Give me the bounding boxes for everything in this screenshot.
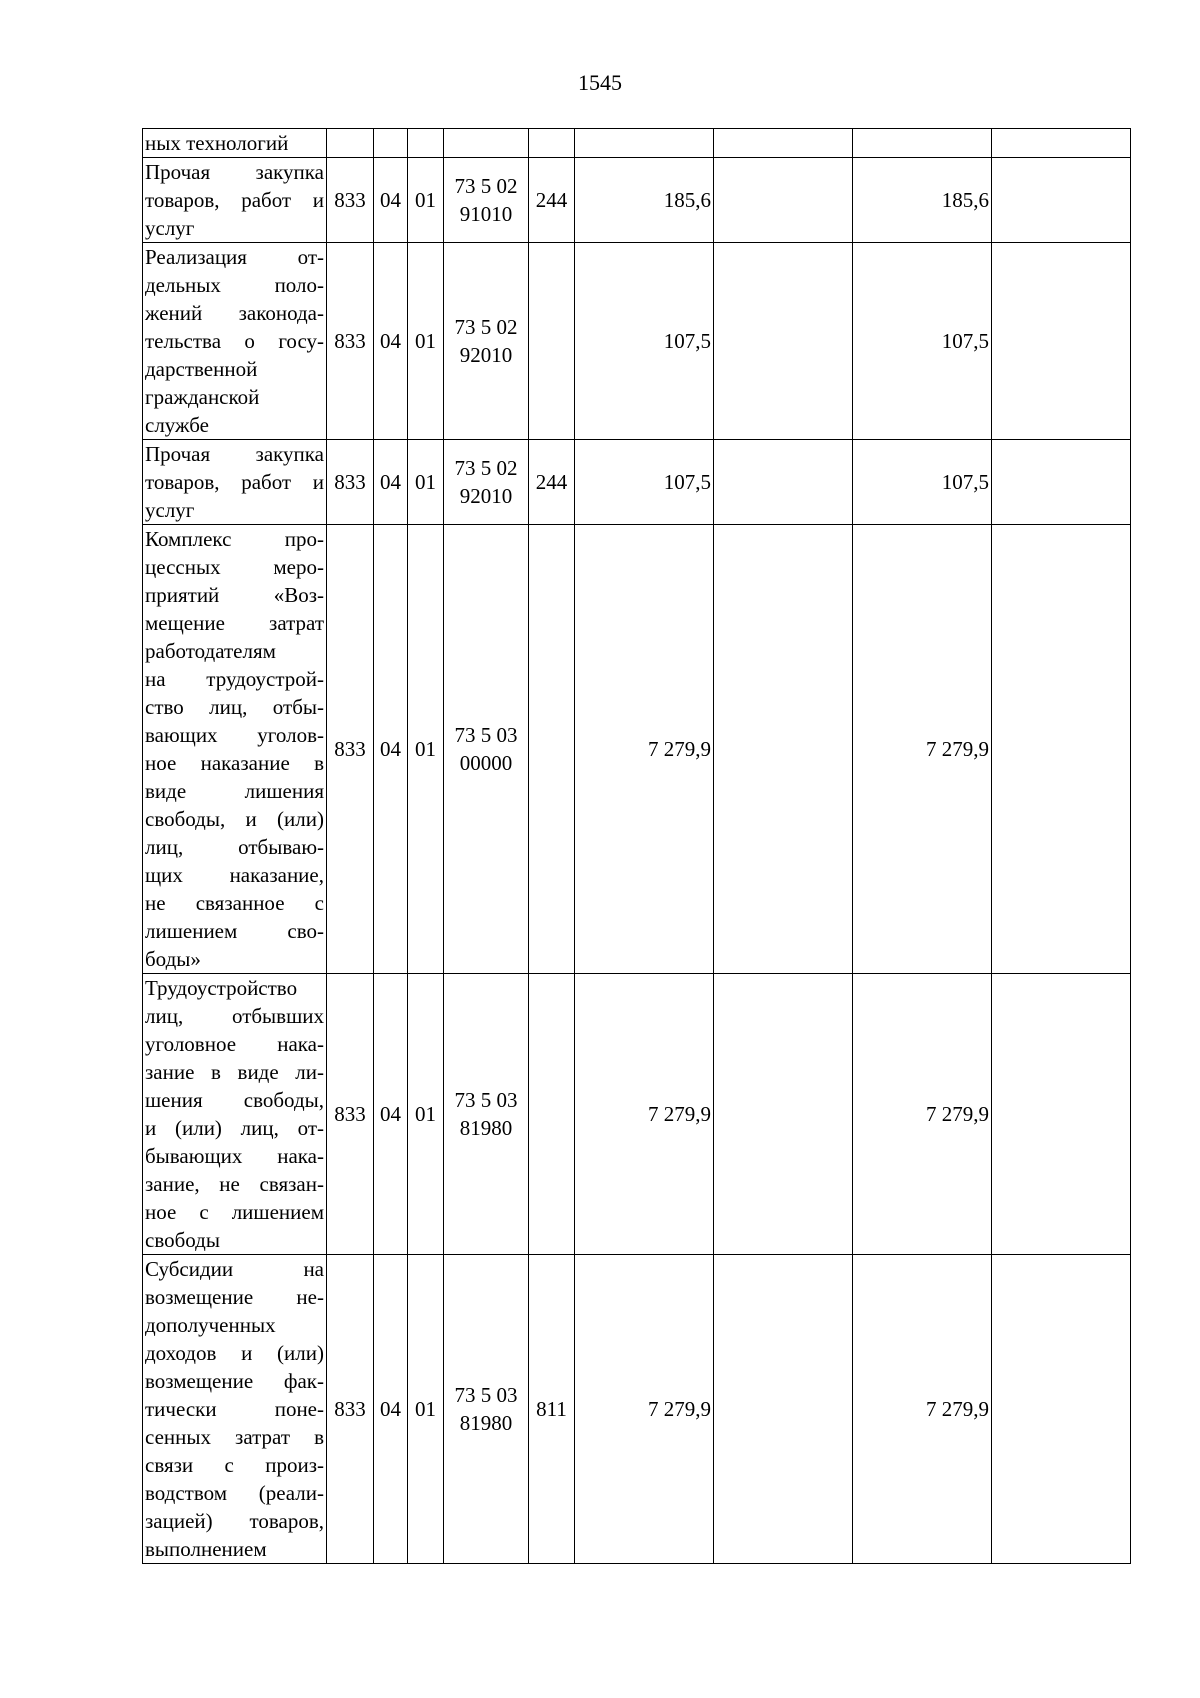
expense-type-cell: 244: [529, 158, 575, 243]
item-name-line: товаров, работ и: [145, 188, 324, 212]
subsection-code-cell: 01: [408, 525, 444, 974]
item-name-line: Прочая закупка: [145, 160, 324, 184]
amount-cell: [714, 440, 853, 525]
target-article-cell: [444, 440, 529, 525]
target-article-line: 92010: [459, 484, 513, 508]
item-name-line: доходов и (или): [145, 1341, 324, 1365]
item-name-line: и (или) лиц, от-: [145, 1116, 324, 1140]
item-name-line: зание, не связан-: [145, 1172, 324, 1196]
target-article-line: 00000: [459, 751, 513, 775]
target-article-cell: [444, 974, 529, 1255]
item-name-line: службе: [145, 413, 209, 437]
ministry-code-cell: 833: [327, 525, 374, 974]
amount-cell: 7 279,9: [575, 974, 714, 1255]
target-article-cell: [444, 243, 529, 440]
item-name-line: дополученных: [145, 1313, 276, 1337]
ministry-code-cell: 833: [327, 1255, 374, 1564]
amount-cell: 107,5: [575, 243, 714, 440]
item-name-line: Комплекс про-: [145, 527, 324, 551]
ministry-code-cell: 833: [327, 974, 374, 1255]
table-row: [143, 440, 1131, 525]
item-name-line: возмещение не-: [145, 1285, 324, 1309]
item-name-line: цессных меро-: [145, 555, 324, 579]
amount-cell: [992, 440, 1131, 525]
item-name-line: связи с произ-: [145, 1453, 324, 1477]
item-name-line: лиц, отбывших: [145, 1004, 324, 1028]
item-name-line: услуг: [145, 498, 195, 522]
amount-cell: 7 279,9: [853, 974, 992, 1255]
target-article-line: 73 5 03: [454, 1383, 518, 1407]
table-row: [143, 129, 1131, 158]
item-name-line: тически поне-: [145, 1397, 324, 1421]
item-name-line: возмещение фак-: [145, 1369, 324, 1393]
amount-cell: 7 279,9: [853, 525, 992, 974]
target-article-line: 73 5 02: [454, 456, 518, 480]
expense-type-cell: [529, 525, 575, 974]
item-name-line: работодателям: [145, 639, 276, 663]
item-name-line: дарственной: [145, 357, 258, 381]
item-name-line: дельных поло-: [145, 273, 324, 297]
expense-type-cell: 244: [529, 440, 575, 525]
item-name-cell: [143, 129, 327, 158]
amount-cell: 7 279,9: [575, 525, 714, 974]
item-name-line: на трудоустрой-: [145, 667, 324, 691]
subsection-code-cell: 01: [408, 1255, 444, 1564]
target-article-line: 73 5 03: [454, 723, 518, 747]
item-name-line: вающих уголов-: [145, 723, 324, 747]
item-name-cell: [143, 974, 327, 1255]
item-name-cell: [143, 158, 327, 243]
target-article-line: 92010: [459, 343, 513, 367]
item-name-line: Субсидии на: [145, 1257, 324, 1281]
item-name-line: зание в виде ли-: [145, 1060, 324, 1084]
table-row: [143, 525, 1131, 974]
subsection-code-cell: 01: [408, 158, 444, 243]
section-code-cell: 04: [374, 440, 408, 525]
item-name-cell: [143, 243, 327, 440]
item-name-line: лишением сво-: [145, 919, 324, 943]
amount-cell: 7 279,9: [575, 1255, 714, 1564]
amount-cell: [714, 243, 853, 440]
amount-cell: [714, 129, 853, 158]
item-name-line: свободы, и (или): [145, 807, 324, 831]
item-name-line: щих наказание,: [145, 863, 324, 887]
item-name-line: водством (реали-: [145, 1481, 324, 1505]
expense-type-cell: [529, 974, 575, 1255]
target-article-line: 73 5 03: [454, 1088, 518, 1112]
item-name-line: боды»: [145, 947, 201, 971]
item-name-line: жений законода-: [145, 301, 324, 325]
amount-cell: 185,6: [575, 158, 714, 243]
target-article-cell: [444, 129, 529, 158]
section-code-cell: [374, 129, 408, 158]
amount-cell: 107,5: [853, 440, 992, 525]
ministry-code-cell: 833: [327, 440, 374, 525]
amount-cell: [992, 243, 1131, 440]
item-name-cell: [143, 440, 327, 525]
table-row: [143, 1255, 1131, 1564]
subsection-code-cell: 01: [408, 440, 444, 525]
table-body: [143, 129, 1131, 1564]
item-name-line: виде лишения: [145, 779, 324, 803]
table-row: [143, 974, 1131, 1255]
ministry-code-cell: 833: [327, 243, 374, 440]
subsection-code-cell: [408, 129, 444, 158]
item-name-line: ных технологий: [145, 131, 289, 155]
ministry-code-cell: [327, 129, 374, 158]
amount-cell: [853, 129, 992, 158]
amount-cell: [992, 129, 1131, 158]
item-name-line: выполнением: [145, 1537, 267, 1561]
item-name-line: шения свободы,: [145, 1088, 324, 1112]
item-name-line: товаров, работ и: [145, 470, 324, 494]
amount-cell: [992, 974, 1131, 1255]
section-code-cell: 04: [374, 525, 408, 974]
item-name-cell: [143, 1255, 327, 1564]
page-number: 1545: [578, 70, 622, 95]
section-code-cell: 04: [374, 158, 408, 243]
target-article-line: 73 5 02: [454, 315, 518, 339]
item-name-line: Реализация от-: [145, 245, 324, 269]
expense-type-cell: 811: [529, 1255, 575, 1564]
amount-cell: [714, 974, 853, 1255]
item-name-line: ство лиц, отбы-: [145, 695, 324, 719]
item-name-line: лиц, отбываю-: [145, 835, 324, 859]
amount-cell: [714, 525, 853, 974]
item-name-line: не связанное с: [145, 891, 324, 915]
section-code-cell: 04: [374, 243, 408, 440]
amount-cell: [575, 129, 714, 158]
amount-cell: [714, 158, 853, 243]
item-name-line: сенных затрат в: [145, 1425, 324, 1449]
subsection-code-cell: 01: [408, 974, 444, 1255]
item-name-line: мещение затрат: [145, 611, 324, 635]
item-name-line: свободы: [145, 1228, 220, 1252]
target-article-cell: [444, 1255, 529, 1564]
subsection-code-cell: 01: [408, 243, 444, 440]
item-name-line: ное с лишением: [145, 1200, 324, 1224]
table-row: [143, 243, 1131, 440]
item-name-line: приятий «Воз-: [145, 583, 324, 607]
ministry-code-cell: 833: [327, 158, 374, 243]
item-name-line: бывающих нака-: [145, 1144, 324, 1168]
amount-cell: [992, 158, 1131, 243]
amount-cell: [992, 525, 1131, 974]
item-name-line: ное наказание в: [145, 751, 324, 775]
item-name-line: зацией) товаров,: [145, 1509, 324, 1533]
target-article-line: 91010: [459, 202, 513, 226]
target-article-line: 81980: [459, 1116, 513, 1140]
amount-cell: [714, 1255, 853, 1564]
section-code-cell: 04: [374, 974, 408, 1255]
item-name-cell: [143, 525, 327, 974]
budget-table: [142, 128, 1131, 1564]
amount-cell: 107,5: [575, 440, 714, 525]
target-article-cell: [444, 525, 529, 974]
item-name-line: Трудоустройство: [145, 976, 298, 1000]
amount-cell: 107,5: [853, 243, 992, 440]
item-name-line: гражданской: [145, 385, 260, 409]
table-row: [143, 158, 1131, 243]
target-article-line: 73 5 02: [454, 174, 518, 198]
item-name-line: услуг: [145, 216, 195, 240]
amount-cell: [992, 1255, 1131, 1564]
target-article-line: 81980: [459, 1411, 513, 1435]
item-name-line: уголовное нака-: [145, 1032, 324, 1056]
amount-cell: 7 279,9: [853, 1255, 992, 1564]
item-name-line: тельства о госу-: [145, 329, 324, 353]
target-article-cell: [444, 158, 529, 243]
expense-type-cell: [529, 243, 575, 440]
item-name-line: Прочая закупка: [145, 442, 324, 466]
section-code-cell: 04: [374, 1255, 408, 1564]
expense-type-cell: [529, 129, 575, 158]
amount-cell: 185,6: [853, 158, 992, 243]
